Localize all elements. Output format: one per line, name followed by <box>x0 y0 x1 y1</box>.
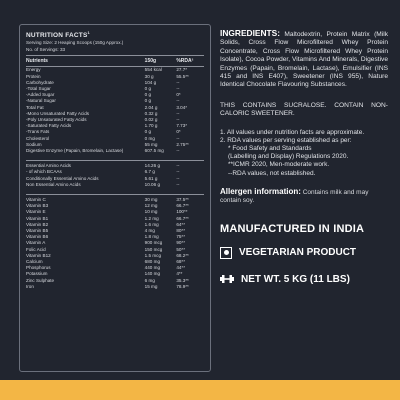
nutrient-rda: -- <box>176 163 180 169</box>
allergen-text: Contains milk and may contain soy. <box>220 188 369 205</box>
footnote: 2. RDA values per serving established as per: <box>220 136 352 144</box>
nutrient-amount: 0 g <box>144 98 152 104</box>
nutrient-name: Zinc Sulphate <box>26 277 55 283</box>
nutrient-amount: 607.5 mg <box>144 147 164 153</box>
nutrient-rda: 66.7** <box>176 215 189 221</box>
nutrition-facts-panel <box>19 24 211 372</box>
nutrient-name: Vitamin B12 <box>26 252 51 258</box>
nutrient-name: -Total Sugar <box>26 85 51 91</box>
info-column <box>220 29 388 289</box>
nutrient-name: Vitamin E <box>26 209 46 215</box>
nutrient-name: Calcium <box>26 259 43 265</box>
nutrient-name: Vitamin B3 <box>26 203 49 209</box>
nutrient-name: -Mono Unsaturated Fatty Acids <box>26 110 90 116</box>
nutrient-name: Vitamin B2 <box>26 221 49 227</box>
net-weight: NET WT. 5 KG (11 LBS) <box>241 274 350 286</box>
footnote: --RDA values, not established. <box>228 169 316 177</box>
nutrient-rda: 66.7** <box>176 203 189 209</box>
nutrient-rda: 27.7* <box>176 67 188 73</box>
nutrient-amount: 55 mg <box>144 141 158 147</box>
nutrient-amount: 0 g <box>144 85 152 91</box>
nutrient-name: Carbohydrate <box>26 79 54 85</box>
nutrient-name: Vitamin C <box>26 197 46 202</box>
nutrient-amount: 1.2 mg <box>144 215 159 221</box>
nutrient-rda: -- <box>176 147 180 153</box>
footnote: * Food Safety and Standards <box>228 145 312 153</box>
nutrient-amount: 10 mg <box>144 209 158 215</box>
amino-acid-rows <box>26 163 204 188</box>
ingredients-label: INGREDIENTS: <box>220 28 281 38</box>
nutrient-name: - of which BCAAs <box>26 169 62 175</box>
nutrition-header-row <box>26 55 204 67</box>
nutrient-name: -Added Sugar <box>26 92 55 98</box>
nutrient-rda: 35.3** <box>176 277 189 283</box>
nutrient-amount: 6.7 g <box>144 169 155 175</box>
nutrient-amount: 15 mg <box>144 283 158 289</box>
nutrient-name: Iron <box>26 283 34 289</box>
nutrient-amount: 140 mg <box>144 271 160 277</box>
nutrient-rda: 0* <box>176 129 181 135</box>
nutrient-amount: 12 mg <box>144 203 158 209</box>
nutrient-rda: 68** <box>176 259 185 265</box>
nutrient-amount: 680 mg <box>144 259 160 265</box>
nutrient-name: -Trans Fats <box>26 129 50 135</box>
serving-size: Serving Size: 2 Heaping Scoops (150g Approx.) <box>26 40 124 46</box>
manufactured-in: MANUFACTURED IN INDIA <box>220 222 365 235</box>
nutrient-name: Cholesterol <box>26 135 50 141</box>
nutrient-name: -Saturated Fatty Acids <box>26 123 72 129</box>
nutrient-rda: 0* <box>176 92 181 98</box>
nutrient-amount: 0.32 g <box>144 110 158 116</box>
section-divider <box>26 154 204 161</box>
ingredients-text: Maltodextrin, Protein Matrix (Milk Solids, Cross Flow Microfiltered Whey Protein Concentrate, Cross Flow Microfiltered Whey Protein Isolate), Cocoa Powder, Vitamins And Minerals, Digestive Enzymes (Papain, Bromelain, Lactase), Emulsifier (INS 415 and INS E407), Sweetener (INS 955), Nature Identical Chocolate Flavouring Substances. <box>220 31 388 89</box>
nutrient-amount: 6 mg <box>144 277 155 283</box>
nutrient-name: Essential Amino Acids <box>26 163 71 169</box>
nutrient-amount: 2.04 g <box>144 104 158 110</box>
nutrient-amount: 4 mg <box>144 228 155 234</box>
nutrient-rda: 90** <box>176 240 185 246</box>
nutrient-amount: 900 mcg <box>144 240 163 246</box>
nutrient-rda: 4** <box>176 271 183 277</box>
nutrient-name: Sodium <box>26 141 42 147</box>
nutrient-amount: 0 g <box>144 92 152 98</box>
nutrient-amount: 554 kcal <box>144 67 162 73</box>
nutrient-row <box>26 182 204 188</box>
nutrient-row <box>26 148 204 154</box>
nutrient-rda: 44** <box>176 265 185 271</box>
nutrient-name: Vitamin B6 <box>26 234 49 240</box>
nutrition-title: NUTRITION FACTS$^1$ <box>26 30 90 40</box>
nutrient-amount: 150 mcg <box>144 246 163 252</box>
nutrient-name: Energy <box>26 67 41 73</box>
nutrient-name: Potassium <box>26 271 48 277</box>
nutrient-rda: -- <box>176 116 180 122</box>
header-nutrients: Nutrients <box>26 58 48 65</box>
nutrient-amount: 30 mg <box>144 197 158 202</box>
nutrient-row <box>26 284 204 290</box>
nutrient-amount: 1.8 mg <box>144 234 159 240</box>
accent-bar <box>0 380 400 400</box>
nutrient-name: Folic Acid <box>26 246 46 252</box>
footnote: **ICMR 2020, Men-moderate work. <box>228 161 330 169</box>
header-rda: %RDA² <box>176 58 194 65</box>
header-amount: 150g <box>144 58 157 65</box>
nutrient-rda: 50** <box>176 246 185 252</box>
nutrient-name: Vitamin A <box>26 240 46 246</box>
nutrient-amount: 1.5 mcg <box>144 252 162 258</box>
nutrient-rda: -- <box>176 135 180 141</box>
nutrient-rda: 7.73* <box>176 123 188 129</box>
nutrient-name: Conditionally Essential Amino Acids <box>26 175 99 181</box>
sucralose-note: THIS CONTAINS SUCRALOSE. CONTAIN NON-CALORIC SWEETENER. <box>220 101 388 118</box>
nutrient-name: -Poly Unsaturated Fatty Acids <box>26 116 87 122</box>
nutrient-amount: 104 g <box>144 79 157 85</box>
allergen-label: Allergen information: <box>220 186 301 196</box>
nutrient-amount: 30 g <box>144 73 154 79</box>
nutrient-rda: 55.5** <box>176 73 189 79</box>
nutrient-amount: 5.61 g <box>144 175 158 181</box>
nutrient-rda: -- <box>176 181 180 187</box>
nutrient-amount: 14.26 g <box>144 163 160 169</box>
net-weight-line <box>220 271 388 289</box>
nutrient-amount: 0 mg <box>144 135 155 141</box>
nutrient-name: -Natural Sugar <box>26 98 56 104</box>
vegetarian-mark-icon <box>220 247 232 259</box>
nutrient-amount: 1.70 g <box>144 123 158 129</box>
nutrient-name: Digestive Enzyme (Papain, Bromelain, Lactase) <box>26 147 124 153</box>
dumbbell-icon <box>220 271 234 289</box>
ingredients-block <box>220 29 388 90</box>
nutrient-amount: 1.6 mg <box>144 221 159 227</box>
nutrient-name: Vitamin B1 <box>26 215 49 221</box>
servings-count: No. of Servings: 33 <box>26 46 66 52</box>
nutrient-rda: 78.9** <box>176 283 189 289</box>
vegetarian-label: VEGETARIAN PRODUCT <box>239 247 357 259</box>
nutrient-rda: -- <box>176 110 180 116</box>
allergen-info <box>220 188 388 206</box>
nutrient-amount: 0 g <box>144 129 152 135</box>
nutrient-rda: 75** <box>176 234 185 240</box>
nutrient-name: Total Fat <box>26 104 44 110</box>
nutrient-rda: 80** <box>176 228 185 234</box>
nutrient-rda: -- <box>176 169 180 175</box>
nutrient-rda: 68.2** <box>176 252 189 258</box>
nutrient-rda: -- <box>176 79 180 85</box>
footnote: (Labelling and Display) Regulations 2020. <box>228 153 349 161</box>
nutrient-rda: 2.75** <box>176 141 189 147</box>
vitamin-mineral-rows <box>26 197 204 290</box>
nutrient-rda: 64** <box>176 221 185 227</box>
nutrient-rda: 37.5** <box>176 197 189 202</box>
footnote: 1. All values under nutrition facts are approximate. <box>220 128 365 136</box>
nutrient-rda: -- <box>176 175 180 181</box>
nutrient-rda: -- <box>176 85 180 91</box>
main-nutrient-rows <box>26 67 204 154</box>
nutrient-name: Non Essential Amino Acids <box>26 181 81 187</box>
nutrient-amount: 440 mg <box>144 265 160 271</box>
section-divider <box>26 188 204 195</box>
footnotes <box>220 129 388 178</box>
nutrient-rda: 100** <box>176 209 188 215</box>
vegetarian-line <box>220 247 388 259</box>
nutrient-amount: 10.06 g <box>144 181 160 187</box>
nutrient-name: Vitamin B5 <box>26 228 49 234</box>
nutrient-amount: 0.02 g <box>144 116 158 122</box>
nutrient-rda: 3.04* <box>176 104 188 110</box>
nutrient-name: Protein <box>26 73 41 79</box>
nutrient-name: Phosphorus <box>26 265 51 271</box>
nutrient-rda: -- <box>176 98 180 104</box>
